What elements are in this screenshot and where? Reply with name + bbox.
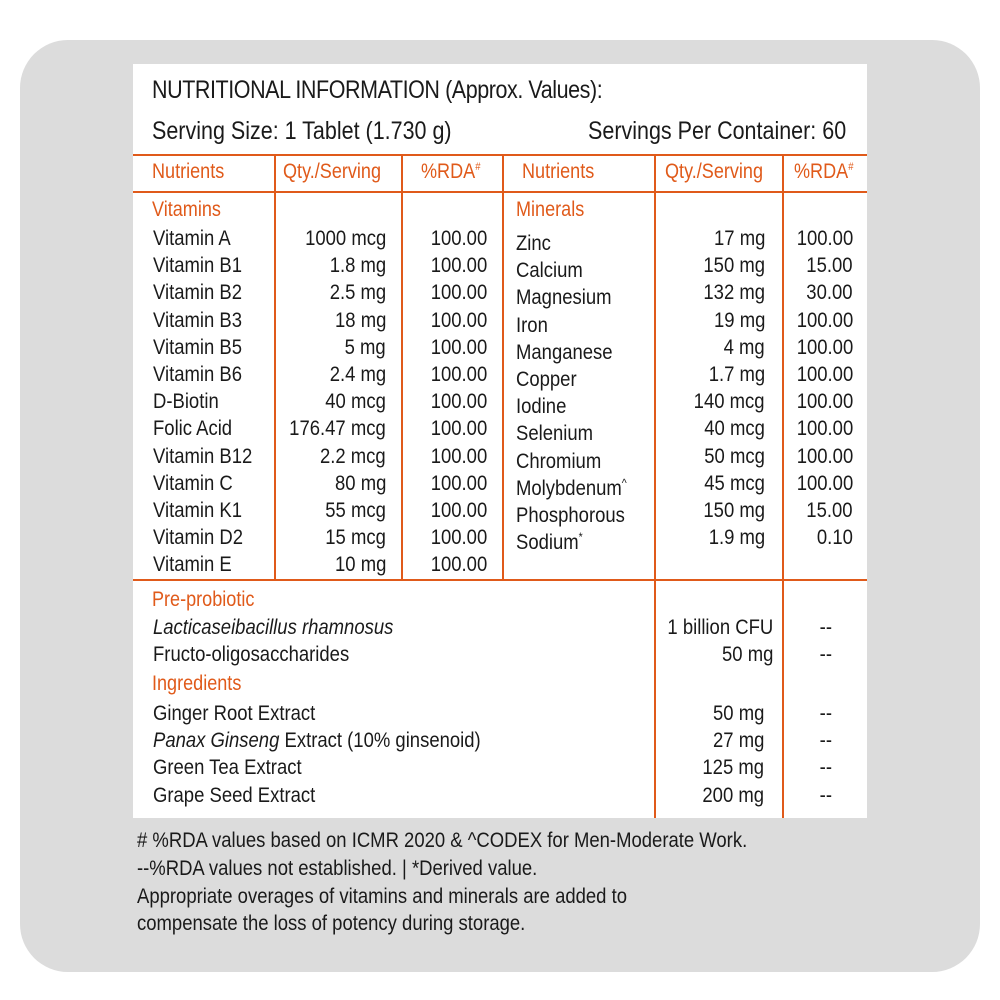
nutrient-name: Vitamin B5 [153, 335, 243, 359]
rda-percent: 100.00 [796, 417, 853, 441]
table-row [0, 700, 1000, 727]
rda-percent: 0.10 [817, 526, 853, 550]
rda-percent: -- [819, 643, 832, 667]
qty-per-serving: 1.8 mg [329, 254, 386, 278]
qty-per-serving: 2.4 mg [329, 363, 386, 386]
nutrient-name: Calcium [516, 259, 583, 283]
nutrient-name: Vitamin B12 [153, 444, 253, 468]
rda-percent: 100.00 [430, 363, 487, 386]
qty-per-serving: 50 mcg [704, 444, 765, 468]
table-row [0, 361, 1000, 391]
table-row [0, 279, 1000, 310]
rda-percent: 100.00 [796, 363, 853, 386]
header-bottom-rule [133, 191, 867, 193]
qty-per-serving: 176.47 mcg [289, 417, 386, 441]
table-row [0, 443, 1000, 473]
nutrient-name: Magnesium [516, 286, 612, 310]
nutrient-name: Iodine [516, 395, 567, 419]
footnote-rda-basis: # %RDA values based on ICMR 2020 & ^CODEX for Men-Moderate Work. [137, 829, 748, 852]
table-row [0, 497, 1000, 527]
header-qty-right: Qty./Serving [665, 160, 764, 183]
rda-percent: 15.00 [806, 499, 853, 522]
nutrient-name: Vitamin B1 [153, 254, 243, 278]
qty-per-serving: 1000 mcg [304, 227, 386, 250]
nutrient-name: Folic Acid [153, 417, 233, 441]
qty-per-serving: 27 mg [712, 729, 764, 753]
nutrient-name: Sodium* [516, 530, 583, 555]
rda-percent: 100.00 [430, 499, 487, 522]
qty-per-serving: 150 mg [703, 499, 765, 522]
nutrient-name: Iron [516, 313, 548, 337]
rda-percent: 100.00 [796, 335, 853, 359]
nutrient-name: Vitamin D2 [153, 526, 244, 550]
rda-percent: 100.00 [430, 553, 487, 577]
qty-per-serving: 18 mg [334, 308, 386, 332]
rda-percent: 100.00 [430, 526, 487, 550]
section-preprobiotic: Pre-probiotic [152, 588, 255, 611]
qty-per-serving: 1 billion CFU [667, 616, 773, 639]
nutrient-name: Phosphorous [516, 504, 625, 527]
nutrient-name: D-Biotin [153, 390, 219, 414]
header-nutrients-left: Nutrients [152, 160, 225, 183]
nutrient-name: Zinc [516, 232, 551, 255]
rda-percent: 100.00 [430, 335, 487, 359]
rda-percent: 100.00 [430, 417, 487, 441]
qty-per-serving: 140 mcg [694, 390, 765, 414]
header-rda-right: %RDA# [794, 160, 854, 183]
table-row [0, 782, 1000, 809]
table-row [0, 524, 1000, 555]
section-ingredients: Ingredients [152, 672, 242, 695]
qty-per-serving: 150 mg [703, 254, 765, 278]
nutrient-name: Fructo-oligosaccharides [153, 643, 350, 667]
rda-percent: 100.00 [430, 390, 487, 414]
nutrient-name: Selenium [516, 422, 594, 446]
rda-percent: -- [819, 783, 832, 807]
footnote-mark: ^ [621, 475, 627, 490]
servings-per-container: Servings Per Container: 60 [587, 117, 846, 145]
nutrient-name: Ginger Root Extract [153, 702, 316, 725]
rda-percent: 100.00 [430, 227, 487, 250]
qty-per-serving: 132 mg [703, 281, 765, 305]
qty-per-serving: 4 mg [723, 335, 765, 359]
header-qty-left: Qty./Serving [283, 160, 382, 183]
qty-per-serving: 55 mcg [325, 499, 386, 522]
table-row [0, 307, 1000, 337]
nutrient-name: Green Tea Extract [153, 756, 302, 780]
rda-percent: 100.00 [430, 308, 487, 332]
nutrient-name: Molybdenum^ [516, 475, 627, 500]
table-row [0, 551, 1000, 578]
header-top-rule [133, 154, 867, 156]
rda-percent: -- [819, 616, 832, 639]
qty-per-serving: 50 mg [721, 643, 773, 667]
table-row [0, 641, 1000, 668]
section-divider-rule [133, 579, 867, 581]
serving-size: Serving Size: 1 Tablet (1.730 g) [152, 117, 452, 145]
nutrient-name: Vitamin E [153, 553, 232, 577]
rda-percent: 100.00 [430, 281, 487, 305]
header-nutrients-right: Nutrients [522, 160, 595, 183]
qty-per-serving: 10 mg [334, 553, 386, 577]
table-row [0, 415, 1000, 446]
section-minerals: Minerals [516, 198, 585, 221]
qty-per-serving: 15 mcg [325, 526, 386, 550]
rda-percent: 100.00 [430, 444, 487, 468]
nutrient-name: Vitamin A [153, 227, 231, 250]
rda-percent: -- [819, 702, 832, 725]
qty-per-serving: 40 mcg [704, 417, 765, 441]
section-vitamins: Vitamins [152, 198, 221, 221]
nutrient-name: Copper [516, 368, 577, 391]
qty-per-serving: 50 mg [712, 702, 764, 725]
rda-percent: 30.00 [806, 281, 853, 305]
rda-percent: 100.00 [796, 444, 853, 468]
qty-per-serving: 1.9 mg [708, 526, 765, 550]
qty-per-serving: 5 mg [344, 335, 386, 359]
rda-percent: -- [819, 756, 832, 780]
nutrient-name: Grape Seed Extract [153, 783, 316, 807]
table-row [0, 614, 1000, 641]
rda-percent: 100.00 [430, 254, 487, 278]
page-title: NUTRITIONAL INFORMATION (Approx. Values): [152, 76, 603, 104]
rda-percent: -- [819, 729, 832, 753]
footnote-not-established: --%RDA values not established. | *Derived value. [137, 857, 538, 880]
rda-percent: 100.00 [796, 390, 853, 414]
table-row [0, 754, 1000, 781]
qty-per-serving: 1.7 mg [708, 363, 765, 386]
qty-per-serving: 2.2 mcg [320, 444, 386, 468]
table-row [0, 252, 1000, 283]
nutrient-name: Panax Ginseng Extract (10% ginsenoid) [153, 729, 481, 753]
qty-per-serving: 17 mg [713, 227, 765, 250]
table-row [0, 388, 1000, 419]
nutrient-name: Manganese [516, 340, 613, 364]
footnote-overages: Appropriate overages of vitamins and minerals are added to [137, 885, 628, 908]
nutrient-name: Vitamin B3 [153, 308, 243, 332]
rda-percent: 100.00 [430, 471, 487, 495]
rda-percent: 15.00 [806, 254, 853, 278]
qty-per-serving: 45 mcg [704, 471, 765, 495]
nutrient-name: Lacticaseibacillus rhamnosus [153, 616, 394, 639]
footnote-overages-cont: compensate the loss of potency during storage. [137, 912, 526, 935]
table-row [0, 334, 1000, 364]
nutrient-name: Vitamin B6 [153, 363, 243, 386]
header-rda-left: %RDA# [421, 160, 481, 183]
nutrient-name: Vitamin K1 [153, 499, 243, 522]
qty-per-serving: 40 mcg [325, 390, 386, 414]
footnote-mark: * [578, 530, 583, 545]
nutrient-name: Vitamin C [153, 471, 233, 495]
rda-percent: 100.00 [796, 227, 853, 250]
nutrient-name: Vitamin B2 [153, 281, 243, 305]
qty-per-serving: 125 mg [702, 756, 764, 780]
qty-per-serving: 200 mg [702, 783, 764, 807]
rda-percent: 100.00 [796, 471, 853, 495]
rda-percent: 100.00 [796, 308, 853, 332]
qty-per-serving: 19 mg [713, 308, 765, 332]
table-row [0, 225, 1000, 255]
table-row [0, 727, 1000, 754]
nutrient-name: Chromium [516, 449, 602, 473]
qty-per-serving: 80 mg [334, 471, 386, 495]
qty-per-serving: 2.5 mg [329, 281, 386, 305]
table-row [0, 470, 1000, 500]
